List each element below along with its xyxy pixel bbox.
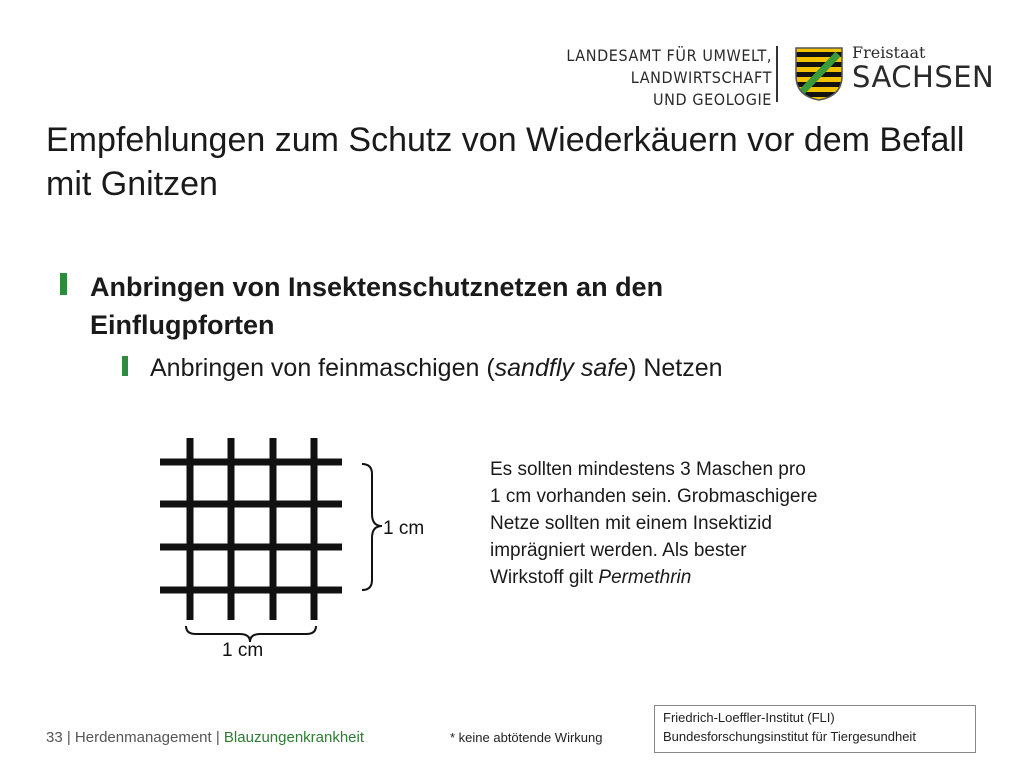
bullet-marker [122, 356, 128, 376]
vertical-measure-label: 1 cm [383, 518, 425, 539]
institute-line-2: Bundesforschungsinstitut für Tiergesundheit [663, 729, 916, 744]
footnote: * keine abtötende Wirkung [450, 730, 603, 745]
agency-line-1: LANDESAMT FÜR UMWELT, [566, 46, 772, 65]
page-number: 33 [46, 729, 63, 746]
state-small: Freistaat [852, 43, 926, 62]
vertical-brace [362, 464, 382, 590]
footer-topic: Blauzungenkrankheit [223, 729, 365, 746]
mesh-net-figure [150, 430, 450, 670]
agency-logo-text [566, 45, 772, 111]
saxony-crest-icon [794, 46, 844, 102]
footer-breadcrumb [46, 729, 364, 746]
footer-separator: | [211, 729, 224, 746]
mesh-note-text: Es sollten mindestens 3 Maschen pro 1 cm vorhanden sein. Grobmaschigere Netze sollten mit einem Insektizid imprägniert werden. Als bester Wirkstoff gilt [490, 459, 818, 588]
bullet-level2 [150, 350, 910, 386]
state-big: SACHSEN [852, 60, 995, 94]
footer-section: Herdenmanagement [74, 729, 212, 746]
institute-box [654, 705, 976, 753]
mesh-grid [160, 438, 342, 620]
page-title: Empfehlungen zum Schutz von Wiederkäuern vor dem Befall mit Gnitzen [46, 121, 965, 203]
horizontal-measure-label: 1 cm [222, 640, 264, 661]
state-logo-text [852, 44, 994, 92]
bullet-level2-suffix: ) Netzen [628, 354, 723, 382]
bullet-level1: Anbringen von Insektenschutznetzen an den Einflugpforten [90, 272, 664, 340]
mesh-note-italic: Permethrin [598, 567, 692, 588]
footer-separator: | [62, 729, 75, 746]
bullet-marker [60, 273, 67, 295]
institute-line-1: Friedrich-Loeffler-Institut (FLI) [663, 710, 835, 725]
bullet-level2-prefix: Anbringen von feinmaschigen ( [150, 354, 495, 382]
bullet-level2-italic: sandfly safe [494, 354, 629, 382]
logo-divider [776, 46, 778, 102]
agency-line-2: LANDWIRTSCHAFT [630, 68, 772, 87]
agency-line-3: UND GEOLOGIE [652, 90, 772, 109]
mesh-note [490, 456, 820, 591]
